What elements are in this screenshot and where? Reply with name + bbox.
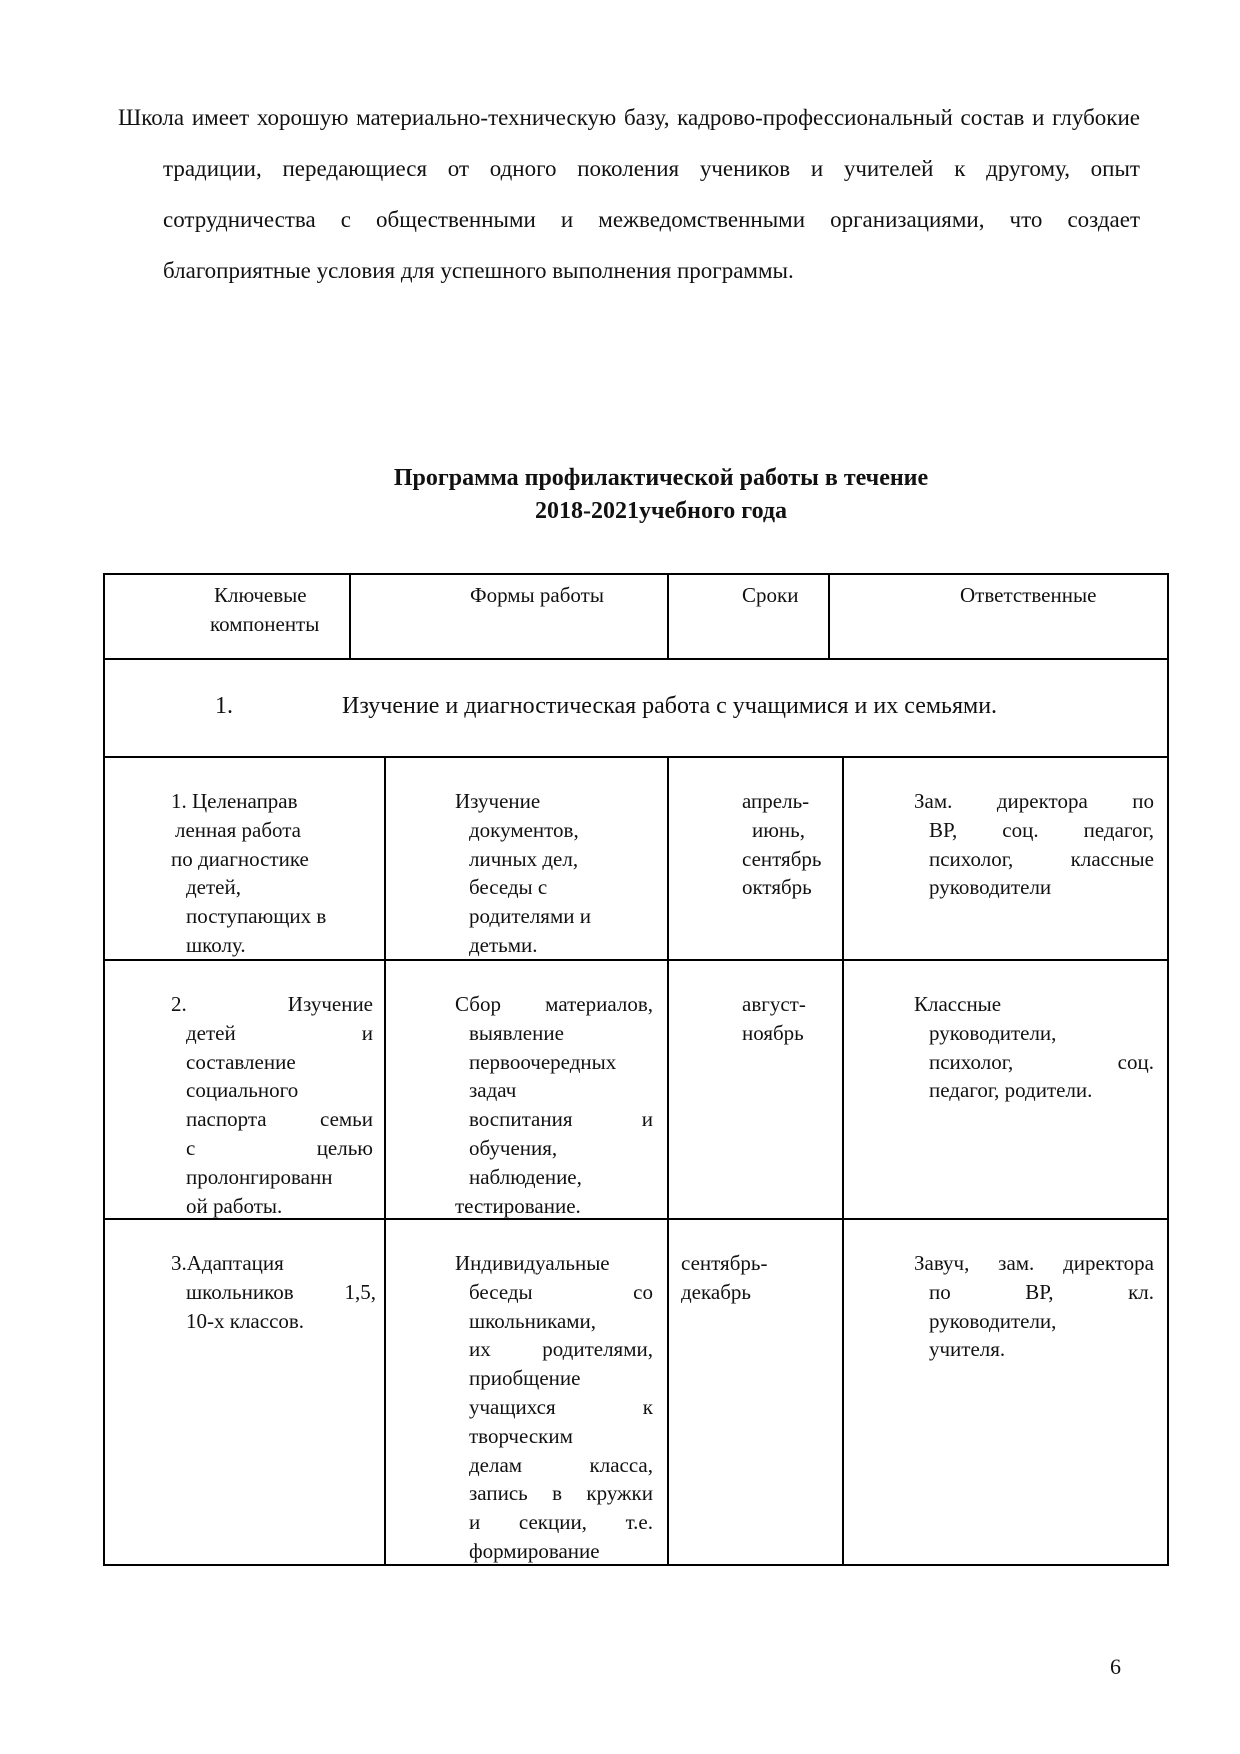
body-col-divider-2 xyxy=(667,757,669,1565)
header-col-divider-3 xyxy=(828,573,830,659)
row1-component-line: по диагностике xyxy=(171,846,309,871)
row2-forms xyxy=(455,990,653,1220)
row1-component-line: поступающих в xyxy=(186,904,327,929)
row3-responsible xyxy=(914,1249,1154,1364)
row2-responsible-line: педагог, родители. xyxy=(929,1078,1093,1103)
row2-forms-line: воспитания и xyxy=(469,1107,653,1132)
row1-component-line: ленная работа xyxy=(175,817,301,842)
row1-forms-line: личных дел, xyxy=(469,846,579,871)
body-col-divider-3 xyxy=(842,757,844,1565)
header-components xyxy=(210,581,350,639)
row2-component-line: пролонгированн xyxy=(186,1164,333,1189)
row3-forms-line: запись в кружки xyxy=(469,1481,653,1506)
row2-forms-line: задач xyxy=(469,1078,517,1103)
program-table xyxy=(103,573,1169,1566)
row2-forms-line: первоочередных xyxy=(469,1049,617,1074)
row2-component-line: ой работы. xyxy=(186,1193,283,1218)
row2-responsible-line: психолог, соц. xyxy=(929,1049,1154,1074)
table-border-right xyxy=(1167,573,1169,1566)
row3-component-line: 10-х классов. xyxy=(186,1308,305,1333)
row1-forms-line: родителями и xyxy=(469,904,591,929)
header-terms: Сроки xyxy=(742,583,799,607)
row2-forms-line: выявление xyxy=(469,1020,564,1045)
header-col-divider-2 xyxy=(667,573,669,659)
header-responsible: Ответственные xyxy=(960,583,1097,607)
row2-component-line: детей и xyxy=(186,1020,373,1045)
row2-forms-line: обучения, xyxy=(469,1135,558,1160)
row1-responsible-line: психолог, классные xyxy=(929,846,1154,871)
row2-forms-line: наблюдение, xyxy=(469,1164,582,1189)
row2-responsible-line: Классные xyxy=(914,992,1002,1016)
row1-terms-line: октябрь xyxy=(742,875,812,900)
table-border-left xyxy=(103,573,105,1566)
row3-terms xyxy=(681,1249,831,1307)
row1-responsible-line: Зам. директора по xyxy=(914,789,1154,813)
page-title xyxy=(0,462,1240,528)
row3-component-line: школьников 1,5, xyxy=(186,1279,376,1304)
row1-responsible xyxy=(914,787,1154,902)
row3-component-line: 3.Адаптация xyxy=(171,1251,284,1275)
row2-terms-line: ноябрь xyxy=(742,1020,804,1045)
row1-forms-line: детьми. xyxy=(469,932,538,957)
intro-paragraph xyxy=(118,92,1140,296)
row3-responsible-line: Завуч, зам. директора xyxy=(914,1251,1154,1275)
row3-forms-line: Индивидуальные xyxy=(455,1251,610,1275)
row3-forms xyxy=(455,1249,653,1566)
row2-component-line: составление xyxy=(186,1049,296,1074)
title-line-2: 2018-2021учебного года xyxy=(534,498,788,524)
row3-responsible-line: руководители, xyxy=(929,1308,1057,1333)
row3-forms-line: школьниками, xyxy=(469,1308,597,1333)
row1-forms-line: документов, xyxy=(469,817,579,842)
row1-terms xyxy=(742,787,842,902)
row1-component xyxy=(171,787,385,960)
row3-forms-line: беседы со xyxy=(469,1279,653,1304)
row3-terms-line: декабрь xyxy=(681,1279,751,1304)
row2-terms xyxy=(742,990,842,1048)
row2-component-line: 2. Изучение xyxy=(171,992,373,1016)
row1-component-line: школу. xyxy=(186,932,246,957)
row1-terms-line: сентябрь xyxy=(742,846,822,871)
row1-terms-line: июнь, xyxy=(752,817,805,842)
row3-forms-line: приобщение xyxy=(469,1366,581,1391)
table-border-top xyxy=(103,573,1169,575)
intro-text: Школа имеет хорошую материально-техническую базу, кадрово-профессиональный состав и глубокие традиции, передающиеся от одного поколения учеников и учителей к другому, опыт сотрудничества с общественными и межведомственными организациями, что создает благоприятные условия для успешного выполнения программы. xyxy=(118,105,1140,283)
row1-responsible-line: ВР, соц. педагог, xyxy=(929,817,1154,842)
header-components-line1: Ключевые xyxy=(214,583,307,607)
row3-terms-line: сентябрь- xyxy=(681,1251,768,1275)
row3-forms-line: творческим xyxy=(469,1423,573,1448)
header-row-divider xyxy=(103,658,1169,660)
title-line-1: Программа профилактической работы в течение xyxy=(393,465,929,491)
row2-component-line: паспорта семьи xyxy=(186,1107,373,1132)
row1-forms-line: Изучение xyxy=(455,789,541,813)
row3-forms-line: формирование xyxy=(469,1538,600,1563)
header-forms: Формы работы xyxy=(470,583,604,607)
row2-component xyxy=(171,990,373,1220)
row2-terms-line: август- xyxy=(742,992,806,1016)
header-components-line2: компоненты xyxy=(210,611,320,636)
row1-forms-line: беседы с xyxy=(469,875,548,900)
row2-responsible xyxy=(914,990,1154,1105)
page-number: 6 xyxy=(1110,1654,1121,1679)
row3-forms-line: их родителями, xyxy=(469,1337,653,1362)
section-title: Изучение и диагностическая работа с учащимися и их семьями. xyxy=(342,693,998,719)
row3-forms-line: делам класса, xyxy=(469,1452,653,1477)
row3-responsible-line: по ВР, кл. xyxy=(929,1279,1154,1304)
row2-component-line: социального xyxy=(186,1078,299,1103)
section-row-divider xyxy=(103,756,1169,758)
row2-forms-line: Сбор материалов, xyxy=(455,992,653,1016)
row3-responsible-line: учителя. xyxy=(929,1337,1006,1362)
row2-component-line: с целью xyxy=(186,1135,373,1160)
row1-component-line: 1. Целенапрaв xyxy=(171,789,298,813)
row1-responsible-line: руководители xyxy=(929,875,1052,900)
row1-component-line: детей, xyxy=(186,875,241,900)
row1-terms-line: апрель- xyxy=(742,789,810,813)
row3-forms-line: и секции, т.е. xyxy=(469,1510,653,1535)
row2-forms-line: тестирование. xyxy=(455,1193,581,1218)
section-number: 1. xyxy=(215,693,233,719)
row3-forms-line: учащихся к xyxy=(469,1394,653,1419)
row2-responsible-line: руководители, xyxy=(929,1020,1057,1045)
row3-component xyxy=(171,1249,376,1335)
row1-forms xyxy=(455,787,655,960)
